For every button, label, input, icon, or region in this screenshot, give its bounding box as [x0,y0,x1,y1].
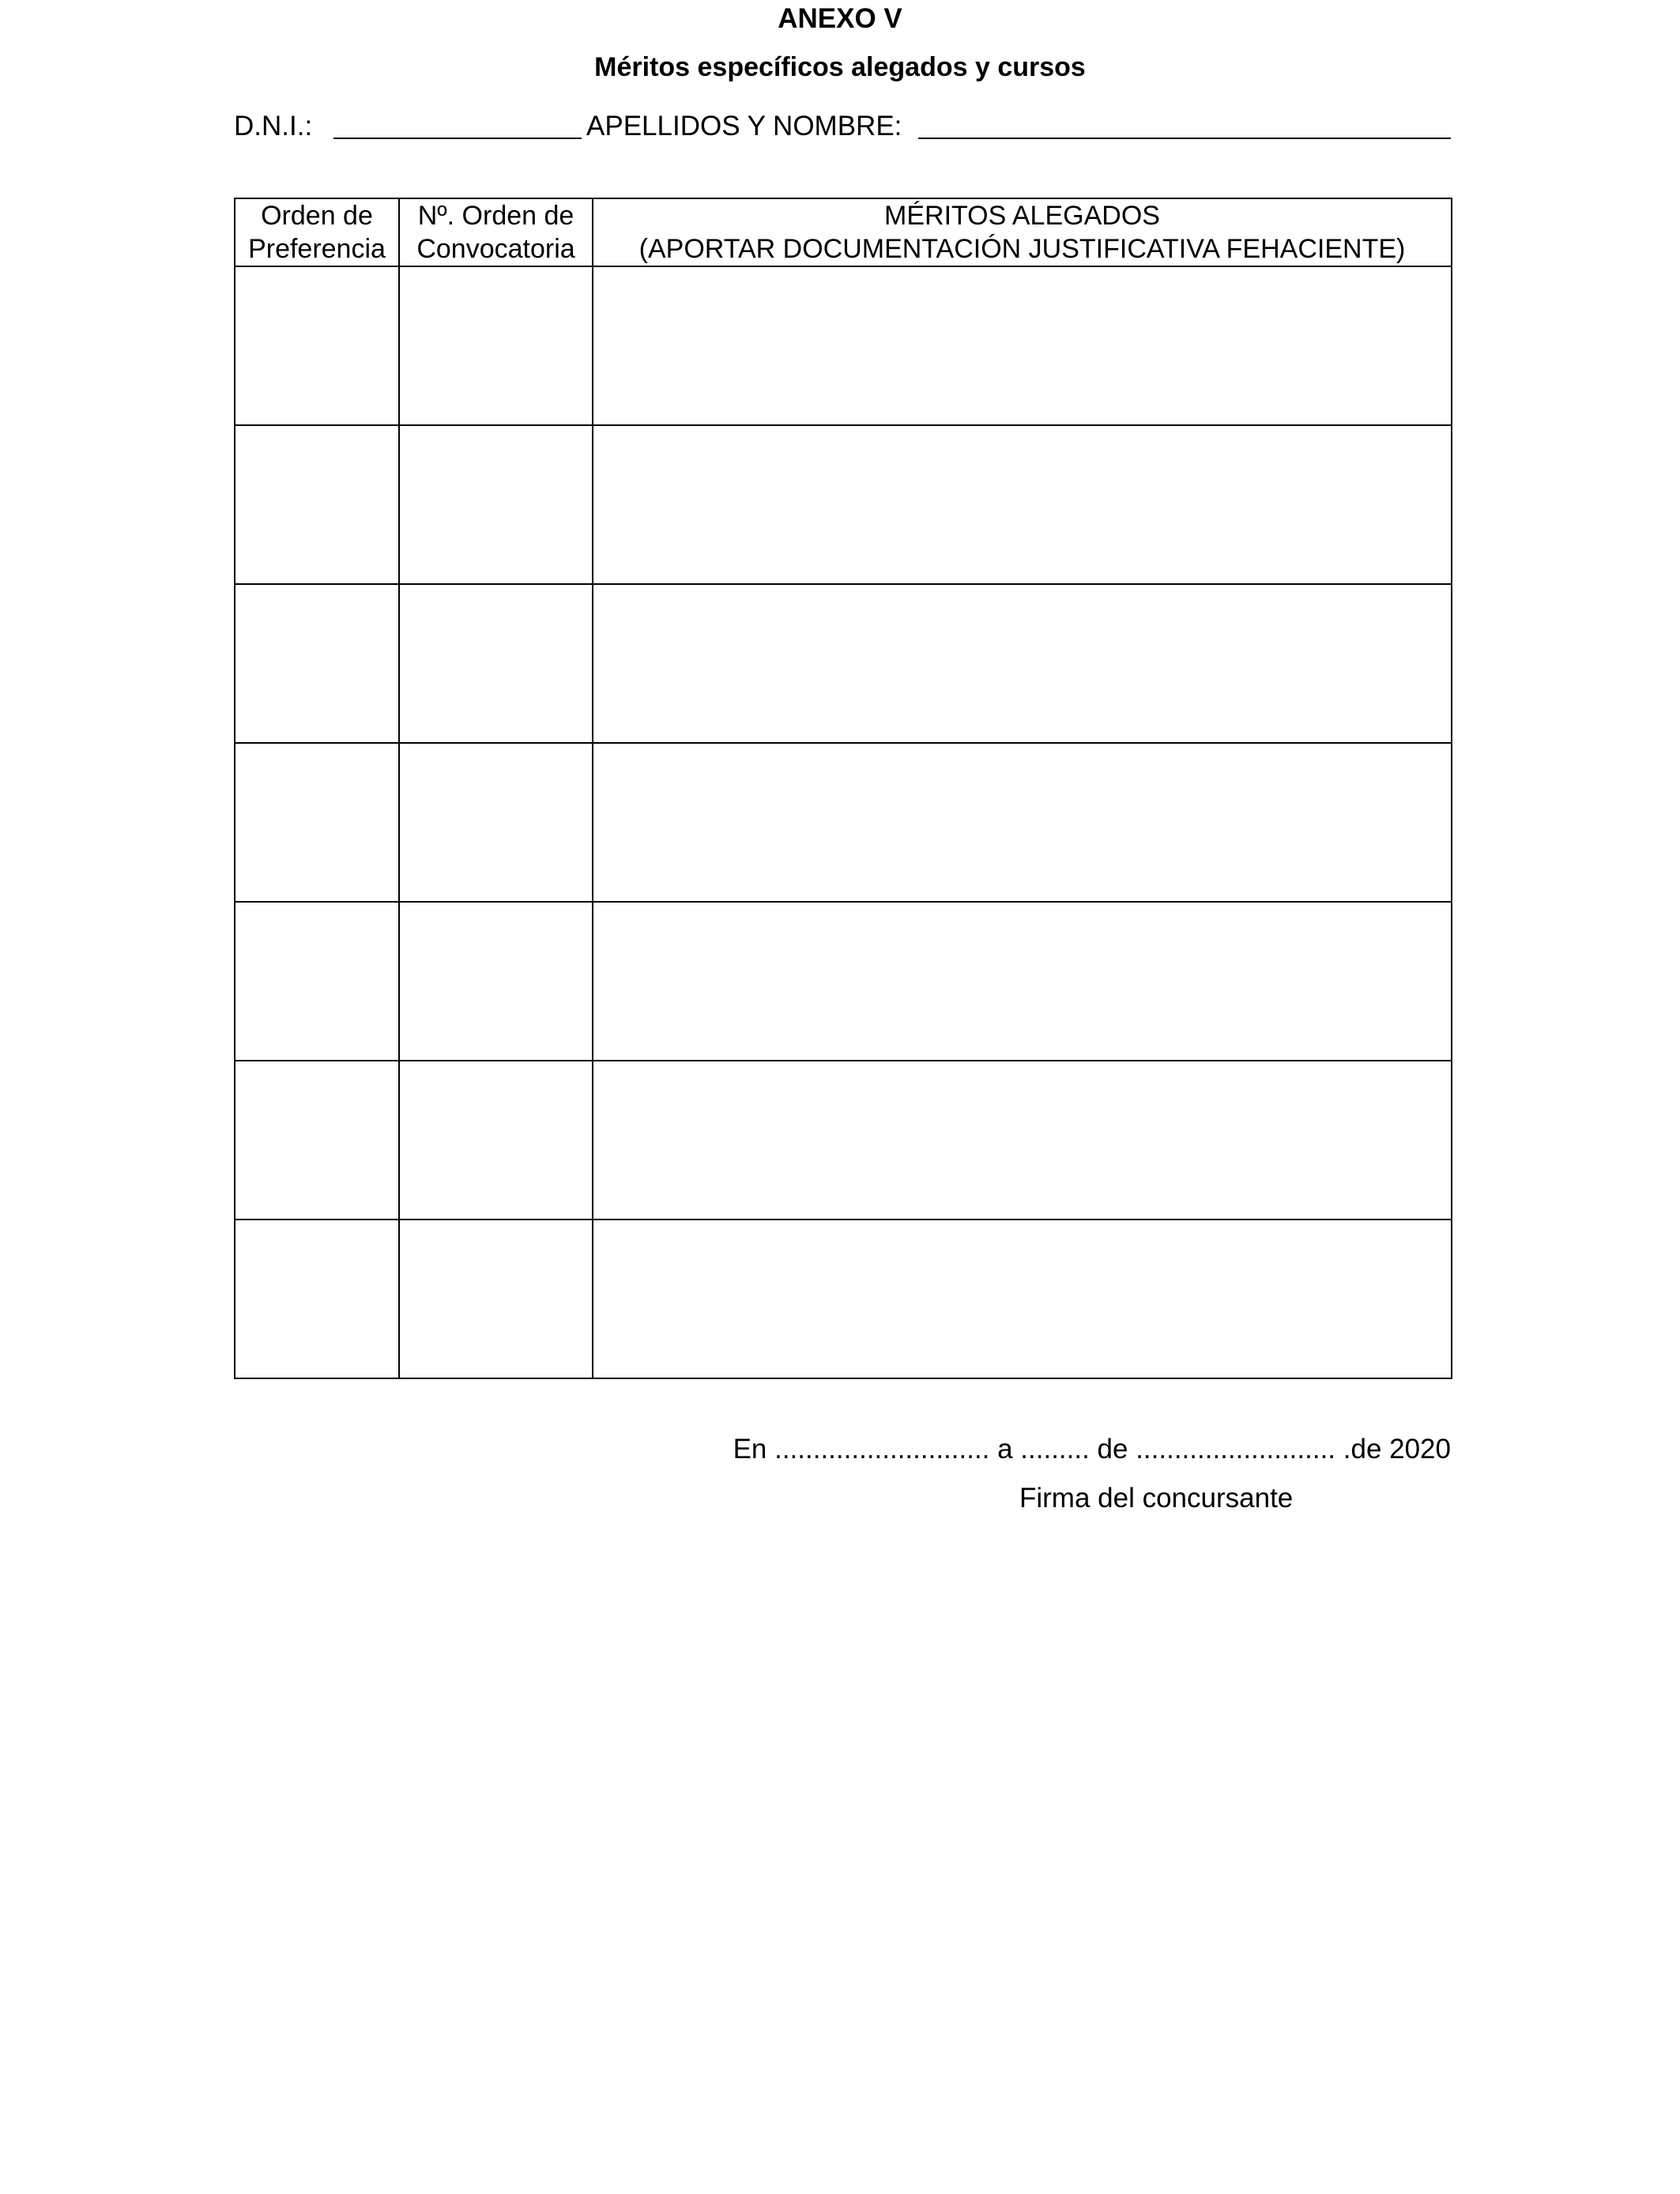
column-header-line: Preferencia [248,234,386,264]
column-header-line: MÉRITOS ALEGADOS [884,201,1160,231]
identification-line [234,111,1451,145]
annex-subtitle: Méritos específicos alegados y cursos [594,52,1086,82]
merits-cell[interactable] [593,1220,1452,1378]
preference-order-cell[interactable] [235,425,399,584]
column-header-line: (APORTAR DOCUMENTACIÓN JUSTIFICATIVA FEHACIENTE) [638,234,1406,264]
preference-order-cell[interactable] [235,266,399,425]
merits-table-body [235,266,1452,1378]
annex-title: ANEXO V [778,3,902,34]
name-field[interactable] [918,138,1451,139]
preference-order-cell[interactable] [235,902,399,1061]
column-header-call-order [399,198,593,266]
table-row [235,902,1452,1061]
merits-cell[interactable] [593,743,1452,902]
table-row [235,743,1452,902]
merits-cell[interactable] [593,1061,1452,1220]
call-order-cell[interactable] [399,584,593,743]
column-header-line: Orden de [261,201,373,231]
call-order-cell[interactable] [399,902,593,1061]
date-line: En ............................ a ......... de .......................... .de 2020 [733,1434,1451,1465]
dni-label: D.N.I.: [234,111,313,141]
preference-order-cell[interactable] [235,1061,399,1220]
merits-cell[interactable] [593,266,1452,425]
table-row [235,1061,1452,1220]
merits-cell[interactable] [593,584,1452,743]
call-order-cell[interactable] [399,1061,593,1220]
column-header-line: Nº. Orden de [417,201,574,231]
preference-order-cell[interactable] [235,584,399,743]
name-label: APELLIDOS Y NOMBRE: [586,111,902,141]
table-row [235,266,1452,425]
preference-order-cell[interactable] [235,743,399,902]
table-row [235,425,1452,584]
merits-table [234,198,1452,1379]
column-header-merits [593,198,1452,266]
preference-order-cell[interactable] [235,1220,399,1378]
table-row [235,584,1452,743]
table-row [235,1220,1452,1378]
call-order-cell[interactable] [399,266,593,425]
call-order-cell[interactable] [399,743,593,902]
merits-cell[interactable] [593,425,1452,584]
signature-label: Firma del concursante [1019,1483,1294,1514]
table-header-row [235,198,1452,266]
column-header-line: Convocatoria [416,234,575,264]
call-order-cell[interactable] [399,425,593,584]
merits-cell[interactable] [593,902,1452,1061]
column-header-preference-order [235,198,399,266]
call-order-cell[interactable] [399,1220,593,1378]
dni-field[interactable] [333,138,582,139]
